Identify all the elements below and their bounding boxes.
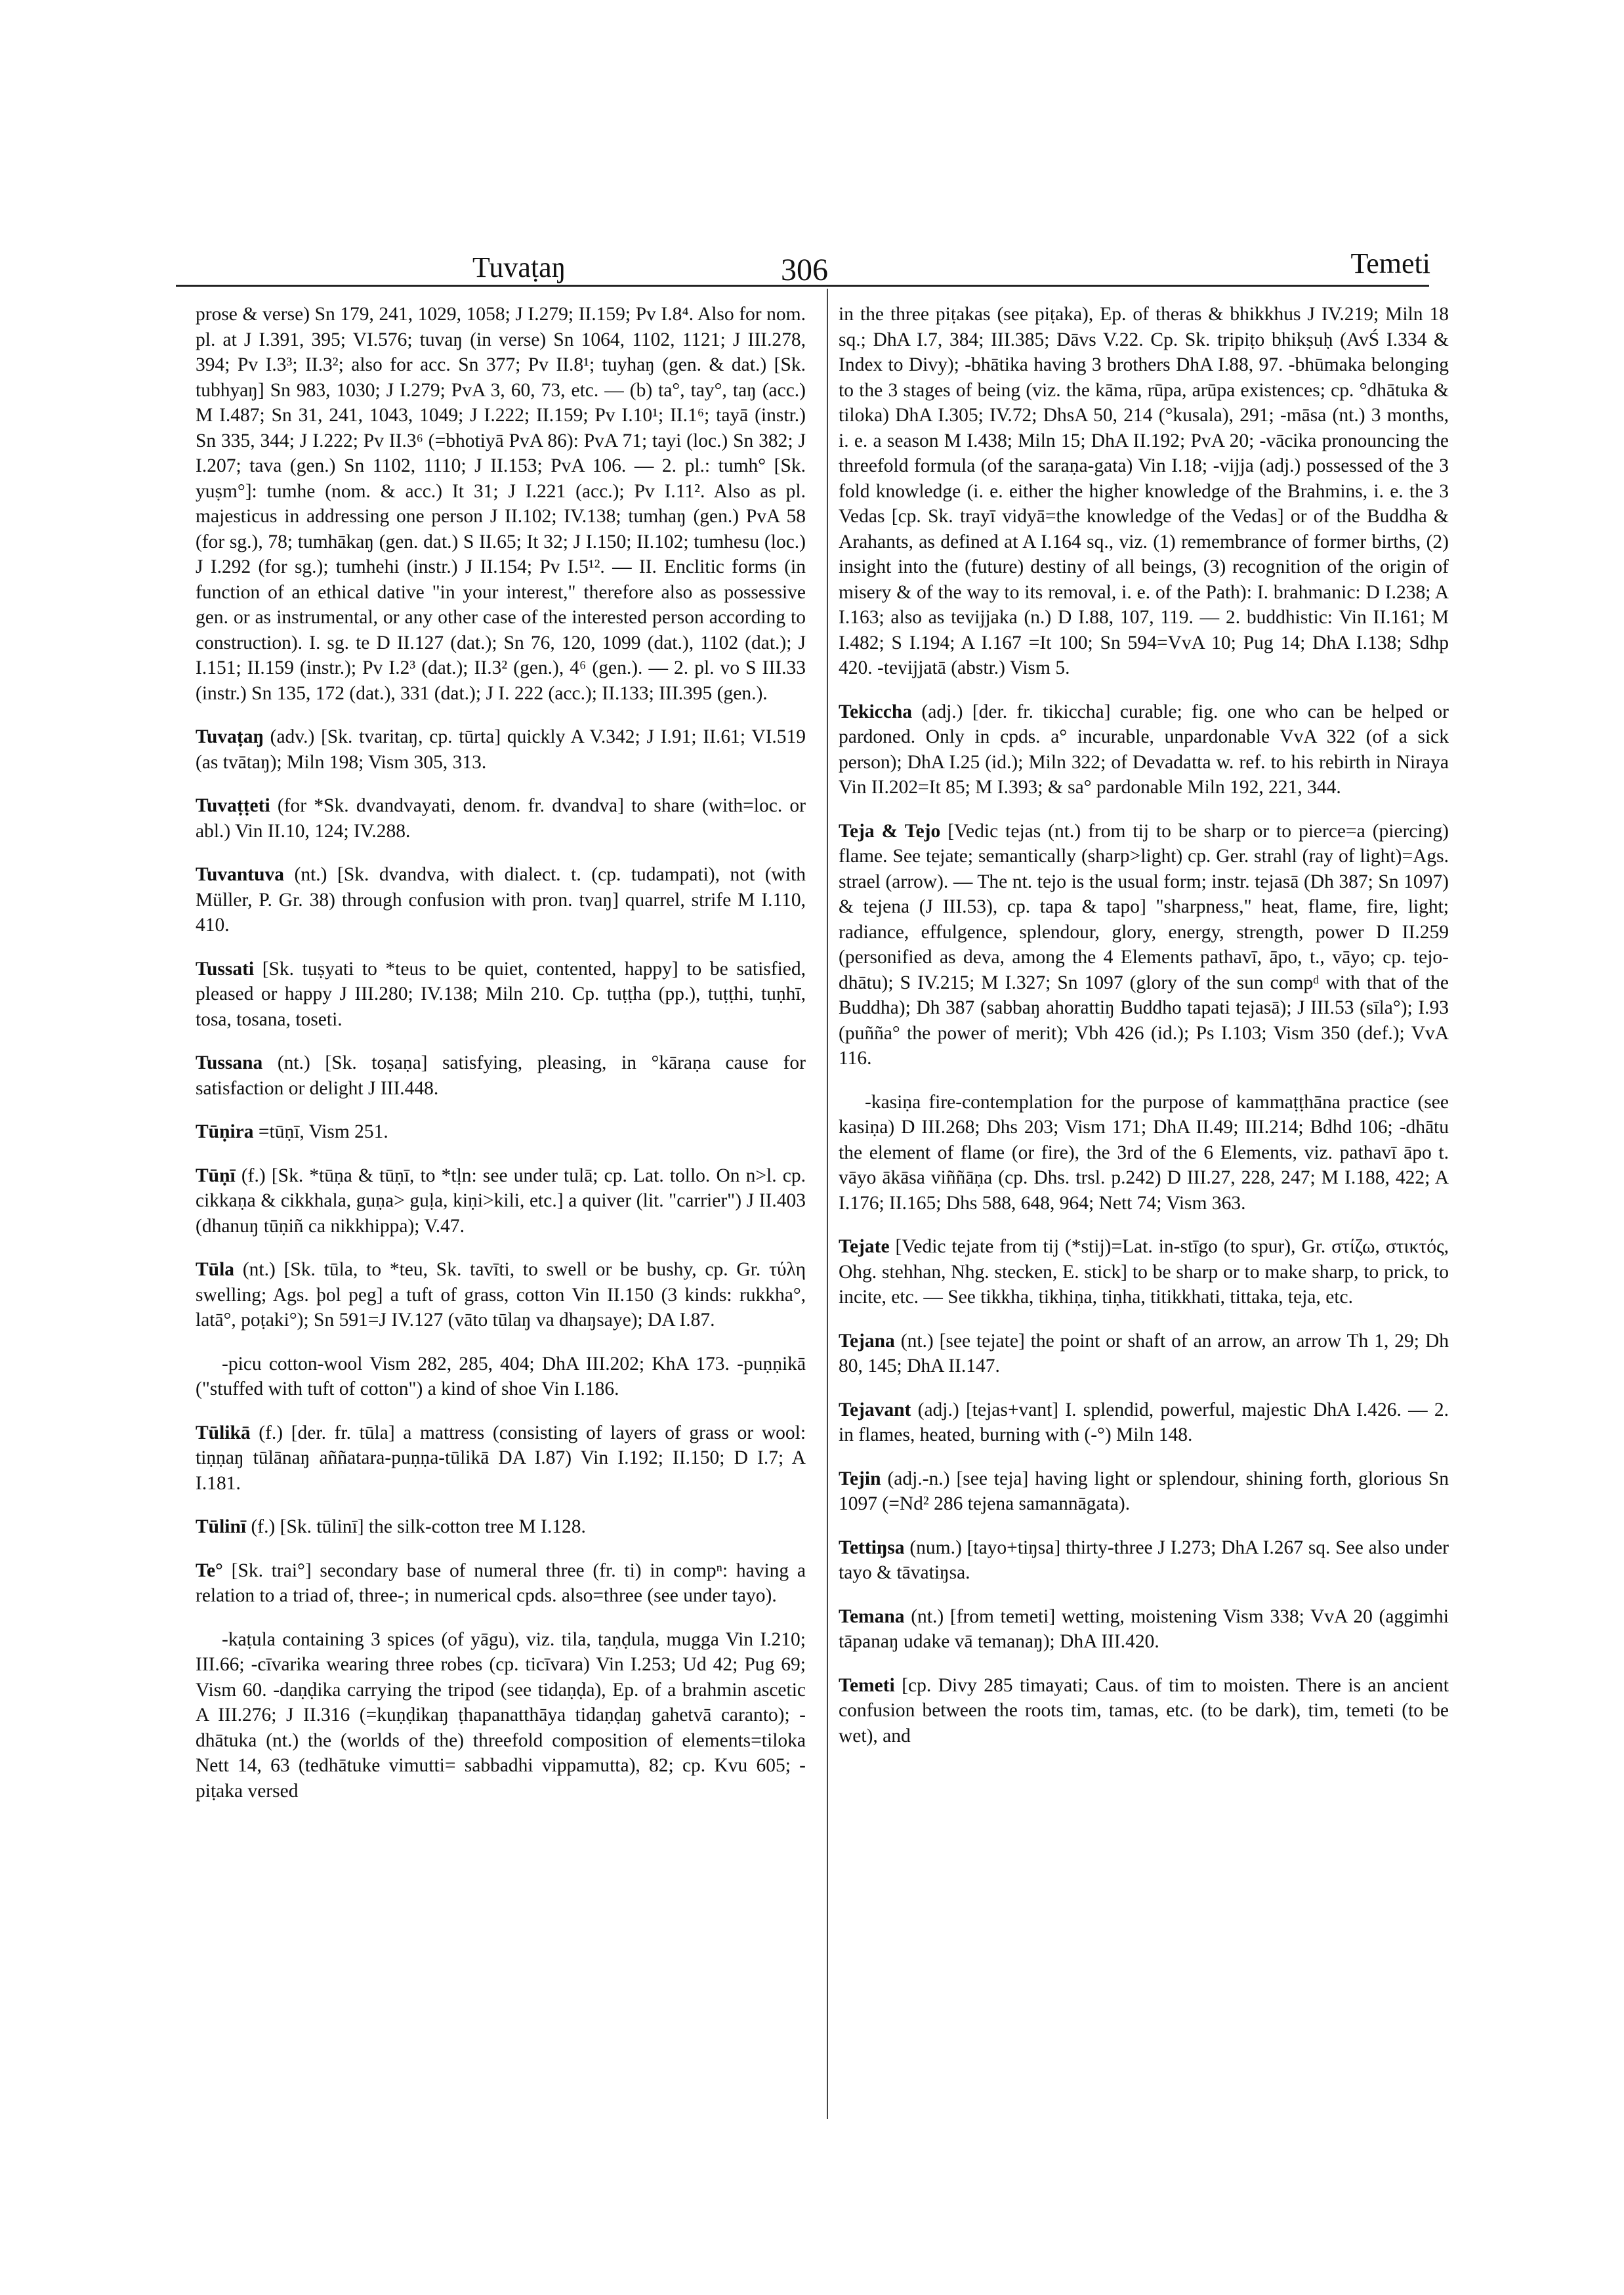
entry-definition: (adj.) [tejas+vant] I. splendid, powerful, majestic DhA I.426. — 2. in flames, heated, burning with (-°) Miln 148. [839, 1399, 1449, 1445]
entry-definition: =tūṇī, Vism 251. [258, 1121, 388, 1142]
entry-definition: (nt.) [from temeti] wetting, moistening Vism 338; VvA 20 (aggimhi tāpanaŋ udake vā temanaŋ); DhA III.420. [839, 1605, 1449, 1652]
entry-headword: Tejate [839, 1236, 890, 1257]
entry-definition: (adj.) [der. fr. tikiccha] curable; fig. one who can be helped or pardoned. Only in cpds. a° incurable, unpardonable VvA 322 (of a sick person); DhA I.25 (id.); Miln 322; of Devadatta w. ref. to his rebirth in Niraya Vin II.202=It 85; M I.393; & sa° pardonable Miln 192, 221, 344. [839, 701, 1449, 798]
dictionary-entry [839, 1604, 1449, 1655]
entry-definition: [Sk. trai°] secondary base of numeral three (fr. ti) in compⁿ: having a relation to a triad of, three-; in numerical cpds. also=three (see under tayo). [196, 1560, 806, 1606]
entry-headword: Tuvaṭaŋ [196, 726, 264, 747]
entry-headword: Tuvantuva [196, 864, 285, 885]
entry-headword: Tūlinī [196, 1516, 247, 1537]
entry-headword: Tūṇira [196, 1121, 254, 1142]
entry-definition: [cp. Divy 285 timayati; Caus. of tim to moisten. There is an ancient confusion between the roots tim, tamas, etc. (to be dark), tim, temeti (to be wet), and [839, 1674, 1449, 1747]
entry-headword: Tejana [839, 1330, 895, 1352]
dictionary-entry [839, 1466, 1449, 1517]
column-divider [827, 289, 828, 2119]
entry-definition: in the three piṭakas (see piṭaka), Ep. of theras & bhikkhus J IV.219; Miln 18 sq.; DhA I.7, 384; III.385; Dāvs V.22. Cp. Sk. tripiṭo bhikṣuḥ (AvŚ I.334 & Index to Divy); -bhātika having 3 brothers DhA I.88, 97. -bhūmaka belonging to the 3 stages of being (viz. the kāma, rūpa, arūpa existences; cp. °dhātuka & tiloka) DhA I.305; IV.72; DhsA 50, 214 (°kusala), 291; -māsa (nt.) 3 months, i. e. a season M I.438; Miln 15; DhA II.192; PvA 20; -vācika pronouncing the threefold formula (of the saraṇa-gata) Vin I.18; -vijja (adj.) possessed of the 3 fold knowledge (i. e. either the higher knowledge of the Brahmins, i. e. the 3 Vedas [cp. Sk. trayī vidyā=the knowledge of the Vedas] or of the Buddha & Arahants, as defined at A I.164 sq., viz. (1) remembrance of former births, (2) insight into the (future) destiny of all beings, (3) recognition of the origin of misery & of the way to its removal, i. e. of the Path): I. brahmanic: D I.238; A I.163; also as tevijjaka (n.) D I.88, 107, 119. — 2. buddhistic: Vin II.161; M I.482; S I.194; A I.167 =It 100; Sn 594=VvA 10; Pug 14; DhA I.138; Sdhp 420. -tevijjatā (abstr.) Vism 5. [839, 304, 1449, 678]
entry-definition: -kaṭula containing 3 spices (of yāgu), viz. tila, taṇḍula, mugga Vin I.210; III.66; -cīvarika wearing three robes (cp. ticīvara) Vin I.253; Ud 42; Pug 69; Vism 60. -daṇḍika carrying the tripod (see tidaṇḍa), Ep. of a brahmin ascetic A III.276; J II.316 (=kuṇḍikaŋ ṭhapanatthāya tidaṇḍaŋ gahetvā caranto); -dhātuka (nt.) the (worlds of the) threefold composition of elements=tiloka Nett 14, 63 (tedhātuke vimutti= sabbadhi vippamutta), 82; cp. Kvu 605; -piṭaka versed [196, 1628, 806, 1802]
dictionary-entry [196, 1257, 806, 1333]
header-rule [176, 285, 1429, 287]
entry-headword: Tūla [196, 1259, 235, 1280]
dictionary-entry [196, 1420, 806, 1497]
running-head [433, 247, 1457, 290]
dictionary-entry [839, 1329, 1449, 1379]
entry-headword: Te° [196, 1560, 223, 1581]
entry-definition: (f.) [der. fr. tūla] a mattress (consisting of layers of grass or wool: tiṇṇaŋ tūlānaŋ aññatara-puṇṇa-tūlikā DA I.87) Vin I.192; II.150; D I.7; A I.181. [196, 1422, 806, 1494]
dictionary-entry [196, 1119, 806, 1145]
entry-definition: [Vedic tejas (nt.) from tij to be sharp or to pierce=a (piercing) flame. See tejate; semantically (sharp>light) cp. Ger. strahl (ray of light)=Ags. strael (arrow). — The nt. tejo is the usual form; instr. tejasā (Dh 387; Sn 1097) & tejena (J III.53), cp. tapa & tapo] "sharpness," heat, flame, fire, light; radiance, effulgence, splendour, glory, energy, strength, power D II.259 (personified as deva, among the 4 Elements pathavī, āpo, t., vāyo; cp. tejo-dhātu); S IV.215; M I.327; Sn 1097 (glory of the sun compᵈ with that of the Buddha); Dh 387 (sabbaŋ ahorattiŋ Buddho tapati tejasā); J III.53 (sīla°); I.93 (puñña° the power of merit); Vbh 426 (id.); Ps I.103; Vism 350 (def.); VvA 116. [839, 820, 1449, 1069]
entry-definition: (for *Sk. dvandvayati, denom. fr. dvandva] to share (with=loc. or abl.) Vin II.10, 124; IV.288. [196, 795, 806, 842]
entry-definition: (f.) [Sk. *tūṇa & tūṇī, to *tḷn: see under tulā; cp. Lat. tollo. On n>l. cp. cikkaṇa & cikkhala, guṇa> guḷa, kiṇi>kili, etc.] a quiver (lit. "carrier") J II.403 (dhanuŋ tūṇiñ ca nikkhippa); V.47. [196, 1165, 806, 1237]
entry-headword: Tūṇī [196, 1165, 236, 1186]
entry-definition: (nt.) [Sk. dvandva, with dialect. t. (cp. tudampati), not (with Müller, P. Gr. 38) through confusion with pron. tvaŋ] quarrel, strife M I.110, 410. [196, 864, 806, 936]
dictionary-entry [839, 1234, 1449, 1310]
entry-headword: Temeti [839, 1674, 895, 1696]
entry-headword: Temana [839, 1605, 905, 1627]
entry-headword: Tejin [839, 1468, 881, 1489]
entry-definition: (num.) [tayo+tiŋsa] thirty-three J I.273; DhA I.267 sq. See also under tayo & tāvatiŋsa. [839, 1537, 1449, 1583]
entry-definition: [Sk. tuṣyati to *teus to be quiet, contented, happy] to be satisfied, pleased or happy J III.280; IV.138; Miln 210. Cp. tuṭṭha (pp.), tuṭṭhi, tuṇhī, tosa, tosana, toseti. [196, 958, 806, 1030]
dictionary-entry [196, 862, 806, 938]
entry-definition: prose & verse) Sn 179, 241, 1029, 1058; J I.279; II.159; Pv I.8⁴. Also for nom. pl. at J I.391, 395; VI.576; tuvaŋ (in verse) Sn 1064, 1102, 1121; J III.278, 394; Pv I.3³; II.3²; also for acc. Sn 377; Pv II.8¹; tuyhaŋ (gen. & dat.) [Sk. tubhyaŋ] Sn 983, 1030; J I.279; PvA 3, 60, 73, etc. — (b) ta°, tay°, taŋ (acc.) M I.487; Sn 31, 241, 1043, 1049; J I.222; II.159; Pv I.10¹; II.1⁶; tayā (instr.) Sn 335, 344; J I.222; Pv II.3⁶ (=bhotiyā PvA 86): PvA 71; tayi (loc.) Sn 382; J I.207; tava (gen.) Sn 1102, 1110; J II.153; PvA 106. — 2. pl.: tumh° [Sk. yuṣm°]: tumhe (nom. & acc.) It 31; J I.221 (acc.); Pv I.11². Also as pl. majesticus in addressing one person J II.102; IV.138; tumhaŋ (gen.) PvA 58 (for sg.), 78; tumhākaŋ (gen. dat.) S II.65; It 32; J I.150; II.102; tumhesu (loc.) J I.292 (for sg.); tumhehi (instr.) J II.154; Pv I.5¹². — II. Enclitic forms (in function of an ethical dative "in your interest," therefore also as possessive gen. or as instrumental, or any other case of the interested person according to construction). I. sg. te D II.127 (dat.); Sn 76, 120, 1099 (dat.), 1102 (dat.); J I.151; II.159 (instr.); Pv I.2³ (dat.); II.3² (gen.), 4⁶ (gen.). — 2. pl. vo S III.33 (instr.) Sn 135, 172 (dat.), 331 (dat.); J I. 222 (acc.); II.133; III.395 (gen.). [196, 304, 806, 704]
left-column [196, 302, 806, 1822]
dictionary-entry [196, 724, 806, 775]
entry-definition: [Vedic tejate from tij (*stij)=Lat. in-stīgo (to spur), Gr. στίζω, στικτός, Ohg. stehhan, Nhg. stecken, E. stick] to be sharp or to make sharp, to prick, to incite, etc. — See tikkha, tikhiṇa, tiṇha, titikkhati, tittaka, teja, etc. [839, 1236, 1449, 1308]
entry-definition: (nt.) [Sk. tūla, to *teu, Sk. tavīti, to swell or be bushy, cp. Gr. τύλη swelling; Ags. þol peg] a tuft of grass, cotton Vin II.150 (3 kinds: rukkha°, latā°, poṭaki°); Sn 591=J IV.127 (vāto tūlaŋ va dhaŋsaye); DA I.87. [196, 1259, 806, 1331]
entry-headword: Tūlikā [196, 1422, 251, 1443]
sub-entry [196, 1627, 806, 1804]
entry-definition: (nt.) [Sk. toṣaṇa] satisfying, pleasing, in °kāraṇa cause for satisfaction or delight J III.448. [196, 1052, 806, 1099]
dictionary-entry [839, 302, 1449, 681]
dictionary-entry [839, 699, 1449, 800]
dictionary-entry [839, 1673, 1449, 1749]
dictionary-entry [196, 302, 806, 706]
dictionary-entry [196, 957, 806, 1033]
page-number: 306 [781, 253, 828, 287]
entry-headword: Tussati [196, 958, 255, 980]
entry-headword: Tettiŋsa [839, 1537, 905, 1558]
entry-definition: (nt.) [see tejate] the point or shaft of an arrow, an arrow Th 1, 29; Dh 80, 145; DhA II.147. [839, 1330, 1449, 1376]
entry-headword: Tussana [196, 1052, 263, 1073]
entry-headword: Tekiccha [839, 701, 913, 722]
entry-headword: Tuvaṭṭeti [196, 795, 270, 816]
dictionary-entry [196, 793, 806, 844]
dictionary-entry [196, 1558, 806, 1609]
entry-definition: (adv.) [Sk. tvaritaŋ, cp. tūrta] quickly A V.342; J I.91; II.61; VI.519 (as tvātaŋ); Miln 198; Vism 305, 313. [196, 726, 806, 773]
right-running-headword: Temeti [1350, 247, 1430, 279]
sub-entry [196, 1352, 806, 1402]
sub-entry [839, 1090, 1449, 1216]
entry-definition: (adj.-n.) [see teja] having light or splendour, shining forth, glorious Sn 1097 (=Nd² 286 tejena samannāgata). [839, 1468, 1449, 1514]
entry-headword: Tejavant [839, 1399, 911, 1420]
dictionary-entry [839, 1397, 1449, 1448]
entry-definition: -kasiṇa fire-contemplation for the purpose of kammaṭṭhāna practice (see kasiṇa) D III.268; Dhs 203; Vism 171; DhA II.49; III.214; Bdhd 106; -dhātu the element of flame (or fire), the 3rd of the 6 Elements, viz. pathavī āpo t. vāyo ākāsa viññāṇa (cp. Dhs. trsl. p.242) D III.27, 228, 247; M I.188, 422; A I.176; II.165; Dhs 588, 648, 964; Nett 74; Vism 363. [839, 1091, 1449, 1214]
right-column [839, 302, 1449, 1767]
dictionary-entry [839, 1535, 1449, 1586]
left-running-headword: Tuvaṭaŋ [472, 251, 566, 283]
dictionary-entry [196, 1163, 806, 1239]
dictionary-entry [196, 1514, 806, 1540]
entry-headword: Teja & Tejo [839, 820, 941, 842]
entry-definition: (f.) [Sk. tūlinī] the silk-cotton tree M I.128. [251, 1516, 586, 1537]
dictionary-entry [839, 819, 1449, 1071]
entry-definition: -picu cotton-wool Vism 282, 285, 404; DhA III.202; KhA 173. -puṇṇikā ("stuffed with tuft of cotton") a kind of shoe Vin I.186. [196, 1353, 806, 1399]
dictionary-entry [196, 1050, 806, 1101]
